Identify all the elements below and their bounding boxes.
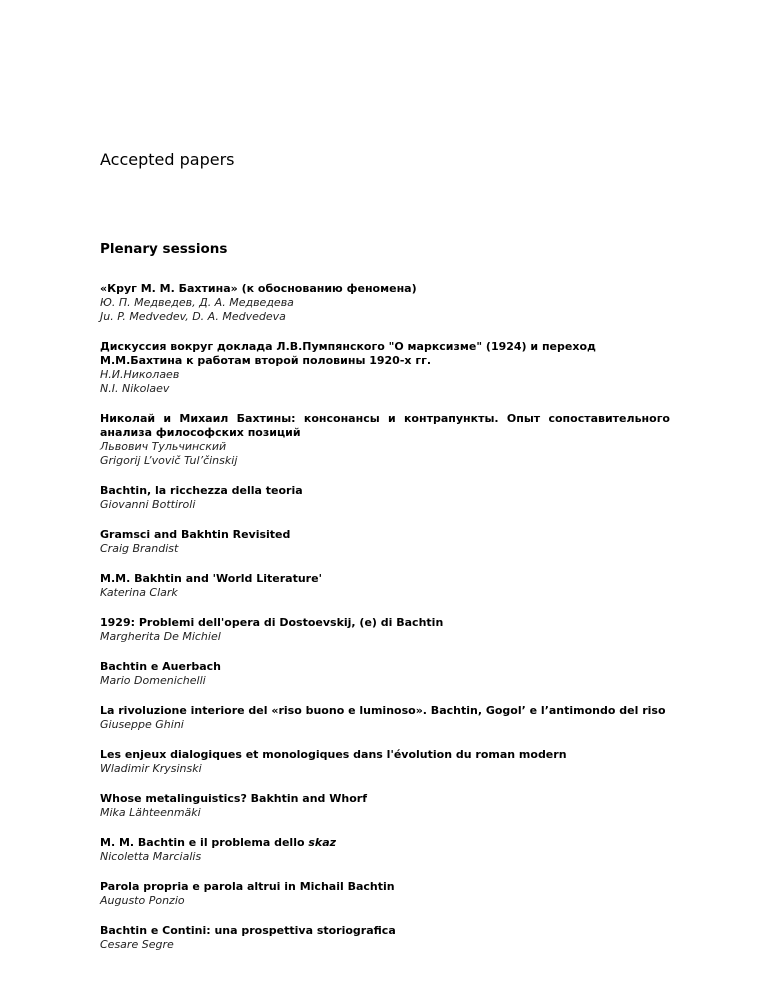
- paper-entry: [100, 660, 670, 688]
- paper-title: Gramsci and Bakhtin Revisited: [100, 528, 291, 541]
- paper-title: [100, 836, 670, 850]
- paper-author: Katerina Clark: [100, 586, 178, 599]
- paper-author: Ju. P. Medvedev, D. A. Medvedeva: [100, 310, 286, 323]
- paper-author: Craig Brandist: [100, 542, 179, 555]
- paper-entry: [100, 616, 670, 644]
- paper-title: Whose metalinguistics? Bakhtin and Whorf: [100, 792, 367, 805]
- paper-author: Grigorij L’vovič Tul’činskij: [100, 454, 238, 467]
- paper-entry: [100, 836, 670, 864]
- section-heading: Plenary sessions: [100, 241, 228, 257]
- paper-entry: [100, 748, 670, 776]
- paper-author: Giovanni Bottiroli: [100, 498, 196, 511]
- paper-author: Mika Lähteenmäki: [100, 806, 201, 819]
- paper-title: Parola propria e parola altrui in Michail Bachtin: [100, 880, 395, 893]
- paper-author: Cesare Segre: [100, 938, 174, 951]
- paper-title: Николай и Михаил Бахтины: консонансы и контрапункты. Опыт сопоставительного анализа философских позиций: [100, 412, 670, 439]
- page-heading: Accepted papers: [100, 150, 235, 169]
- paper-author: Wladimir Krysinski: [100, 762, 202, 775]
- paper-title: Bachtin e Auerbach: [100, 660, 222, 673]
- paper-title: 1929: Problemi dell'opera di Dostoevskij, (e) di Bachtin: [100, 616, 444, 629]
- paper-author: Н.И.Николаев: [100, 368, 180, 381]
- paper-title: Bachtin e Contini: una prospettiva storiografica: [100, 924, 396, 937]
- paper-entry: [100, 924, 670, 952]
- paper-author: Mario Domenichelli: [100, 674, 206, 687]
- paper-title: Les enjeux dialogiques et monologiques dans l'évolution du roman modern: [100, 748, 567, 761]
- paper-author: Giuseppe Ghini: [100, 718, 184, 731]
- paper-author: Augusto Ponzio: [100, 894, 185, 907]
- paper-entry: [100, 792, 670, 820]
- paper-title: Bachtin, la ricchezza della teoria: [100, 484, 303, 497]
- paper-list: [100, 282, 670, 968]
- paper-title: M.M. Bakhtin and 'World Literature': [100, 572, 322, 585]
- paper-title-main: M. M. Bachtin e il problema dello: [100, 836, 309, 849]
- paper-author: Nicoletta Marcialis: [100, 850, 202, 863]
- paper-title: Дискуссия вокруг доклада Л.В.Пумпянского "О марксизме" (1924) и переход М.М.Бахтина к работам второй половины 1920-х гг.: [100, 340, 596, 367]
- paper-title: La rivoluzione interiore del «riso buono e luminoso». Bachtin, Gogol’ e l’antimondo del riso: [100, 704, 666, 717]
- paper-author: Львович Тульчинский: [100, 440, 227, 453]
- paper-entry: [100, 484, 670, 512]
- paper-author: N.I. Nikolaev: [100, 382, 170, 395]
- paper-entry: [100, 340, 670, 396]
- paper-title: «Круг М. М. Бахтина» (к обоснованию феномена): [100, 282, 417, 295]
- paper-author: Ю. П. Медведев, Д. А. Медведева: [100, 296, 294, 309]
- paper-entry: [100, 572, 670, 600]
- paper-author: Margherita De Michiel: [100, 630, 221, 643]
- paper-entry: [100, 704, 670, 732]
- paper-title-italic: skaz: [308, 836, 337, 849]
- paper-entry: [100, 880, 670, 908]
- paper-entry: [100, 412, 670, 468]
- paper-entry: [100, 528, 670, 556]
- paper-entry: [100, 282, 670, 324]
